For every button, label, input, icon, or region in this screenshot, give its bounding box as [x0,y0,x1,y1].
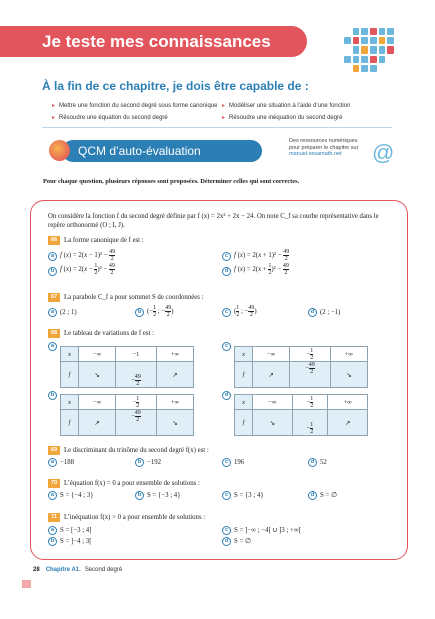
resources-link[interactable]: manuel.sesamath.net [289,151,342,158]
option-text: S = {−4 ; 3} [60,492,94,499]
option-text: S = ]−4 ; 3[ [60,538,92,545]
option-text: (− $\frac{1}{2}$ ; − $\frac{49}{2}$ ) [147,305,174,318]
option-text: (2 ; 1) [60,309,77,316]
option-marker[interactable]: a [48,308,57,317]
objective-item: ▸ Mettre une fonction du second degré sous forme canonique [52,102,217,109]
option-text: 196 [234,459,245,466]
option-text: S = ∅ [320,492,337,499]
question-text: La forme canonique de f est : [64,237,144,244]
option-marker[interactable]: d [308,491,317,500]
question-number: 71 [48,513,60,522]
question-text: L’équation f(x) = 0 a pour ensemble de solutions : [64,480,200,487]
option-text: 52 [320,459,327,466]
option-marker[interactable]: d [222,267,231,276]
question-number: 68 [48,329,60,338]
question-number: 67 [48,293,60,302]
option-text: f (x) = 2(x − $\frac{1}{2}$ )² − $\frac{49}{2}$ [60,263,115,276]
option-text: ( $\frac{1}{2}$ ; − $\frac{49}{2}$ ) [234,305,257,318]
option-marker[interactable]: c [222,458,231,467]
option-marker[interactable]: b [135,458,144,467]
option-marker[interactable]: b [135,491,144,500]
footer-marker [22,580,31,588]
variation-table-d: x −∞ − $\frac{1}{2}$ +∞ f ↘ − $\frac{1}{2}$ ↗ [234,394,368,436]
page-number: 28 [33,567,40,573]
option-marker[interactable]: b [135,308,144,317]
option-marker[interactable]: c [222,342,231,351]
objective-item: ▸ Résoudre une équation du second degré [52,114,168,121]
variation-table-b: x −∞ − $\frac{1}{2}$ +∞ f ↗ − $\frac{49}{2}$ ↘ [60,394,194,436]
option-text: f (x) = 2(x + 1)² − $\frac{49}{2}$ [234,249,290,262]
option-marker[interactable]: d [308,308,317,317]
option-text: −188 [60,459,75,466]
option-marker[interactable]: a [48,342,57,351]
objective-item: ▸ Résoudre une inéquation du second degré [222,114,342,121]
question-text: L’inéquation f(x) > 0 a pour ensemble de solutions : [64,514,206,521]
resources-note: Des ressources numériques pour préparer le chapitre sur manuel.sesamath.net [289,138,359,158]
option-text: S = [−3 ; 4] [60,527,92,534]
chapter-banner [0,26,307,57]
question-number: 66 [48,236,60,245]
option-text: f (x) = 2(x − 1)² − $\frac{49}{2}$ [60,249,116,262]
option-marker[interactable]: b [48,537,57,546]
question-number: 69 [48,446,60,455]
option-marker[interactable]: d [222,391,231,400]
intro-text: On considère la fonction f du second degré définie par f (x) = 2x² + 2x − 24. On note C_f sa courbe représentative dans le repère orthonormé (O ; I, J). [48,213,379,229]
variation-table-c: x −∞ − $\frac{1}{2}$ +∞ f ↗ − $\frac{49}{2}$ ↘ [234,346,368,388]
objective-item: ▸ Modéliser une situation à l’aide d’une fonction [222,102,350,109]
option-marker[interactable]: d [308,458,317,467]
page-footer [33,567,122,573]
objectives-title: À la fin de ce chapitre, je dois être capable de : [42,79,309,93]
question-number: 70 [48,479,60,488]
divider [42,127,392,128]
option-marker[interactable]: c [222,308,231,317]
option-marker[interactable]: b [48,267,57,276]
option-text: f (x) = 2(x + $\frac{1}{2}$ )² − $\frac{49}{2}$ [234,263,289,276]
option-marker[interactable]: c [222,526,231,535]
instructions: Pour chaque question, plusieurs réponses sont proposées. Déterminer celles qui sont correctes. [43,178,300,185]
option-marker[interactable]: c [222,491,231,500]
qcm-title: QCM d’auto-évaluation [62,140,262,162]
page-title: Je teste mes connaissances [42,32,271,51]
option-text: S = {3 ; 4} [234,492,264,499]
option-marker[interactable]: a [48,252,57,261]
option-text: S = ∅ [234,538,251,545]
chapter-label: Chapitre A1. [45,567,81,573]
option-marker[interactable]: a [48,491,57,500]
question-text: Le tableau de variations de f est : [64,330,155,337]
variation-table-a: x −∞ −1 +∞ f ↘ − $\frac{49}{2}$ ↗ [60,346,194,388]
at-icon: @ [372,140,395,165]
option-marker[interactable]: c [222,252,231,261]
option-marker[interactable]: b [48,391,57,400]
decorative-grid-icon [344,28,394,72]
option-text: S = {−3 ; 4} [147,492,181,499]
option-text: (2 ; −1) [320,309,341,316]
option-text: S = ]−∞ ; −4[ ∪ ]3 ; +∞[ [234,527,301,534]
option-marker[interactable]: d [222,537,231,546]
question-text: Le discriminant du trinôme du second degré f(x) est : [64,447,209,454]
option-marker[interactable]: a [48,458,57,467]
question-text: La parabole C_f a pour sommet S de coordonnées : [64,294,204,301]
option-text: −192 [147,459,162,466]
qcm-bullet-icon [49,140,70,161]
chapter-topic: Second degré [84,567,123,573]
option-marker[interactable]: a [48,526,57,535]
